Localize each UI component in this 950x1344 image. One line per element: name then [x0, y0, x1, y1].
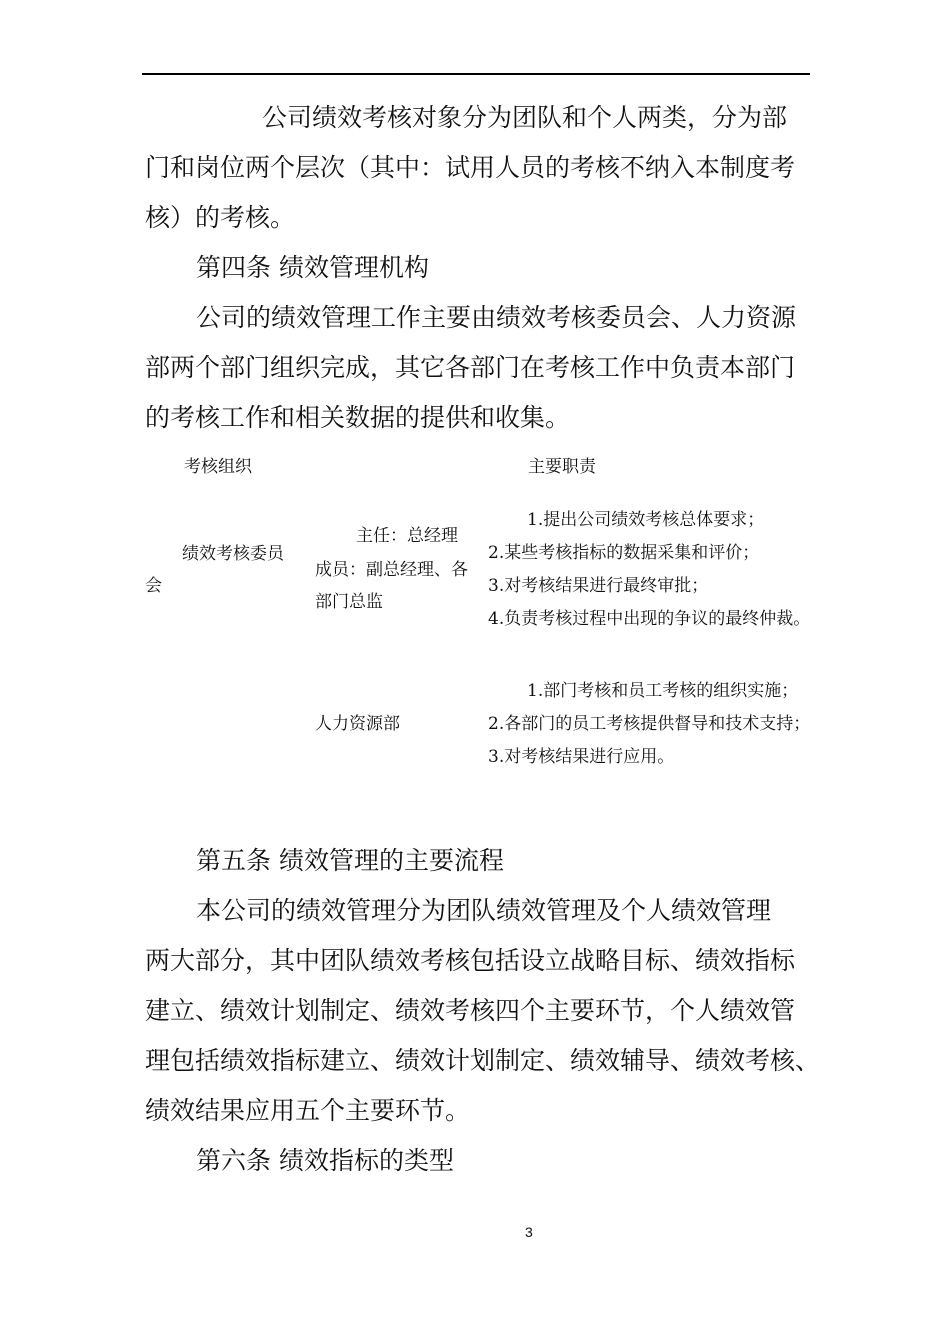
paragraph-2-line-1: 公司的绩效管理工作主要由绩效考核委员会、人力资源: [196, 303, 797, 332]
committee-duty-2: 2.某些考核指标的数据采集和评价；: [488, 543, 760, 563]
committee-name-line-1: 绩效考核委员: [182, 544, 284, 564]
hr-duty-2: 2.各部门的员工考核提供督导和技术支持；: [488, 714, 811, 734]
article-4-heading: 第四条 绩效管理机构: [196, 253, 429, 282]
paragraph-2-line-3: 的考核工作和相关数据的提供和收集。: [145, 403, 571, 432]
paragraph-1-line-2: 门和岗位两个层次（其中：试用人员的考核不纳入本制度考: [145, 153, 796, 182]
hr-duty-3: 3.对考核结果进行应用。: [488, 747, 675, 767]
committee-duty-4: 4.负责考核过程中出现的争议的最终仲裁。: [488, 609, 811, 629]
paragraph-2-line-2: 部两个部门组织完成，其它各部门在考核工作中负责本部门: [145, 353, 796, 382]
paragraph-3-line-2: 两大部分，其中团队绩效考核包括设立战略目标、绩效指标: [145, 946, 796, 975]
paragraph-3-line-1: 本公司的绩效管理分为团队绩效管理及个人绩效管理: [196, 896, 772, 925]
committee-member-line-3: 部门总监: [315, 592, 383, 612]
committee-duty-3: 3.对考核结果进行最终审批；: [488, 576, 709, 596]
paragraph-1-line-1: 公司绩效考核对象分为团队和个人两类，分为部: [262, 103, 788, 132]
paragraph-3-line-4: 理包括绩效指标建立、绩效计划制定、绩效辅导、绩效考核、: [145, 1046, 821, 1075]
committee-member-line-2: 成员：副总经理、各: [315, 560, 468, 580]
hr-duty-1: 1.部门考核和员工考核的组织实施；: [527, 681, 799, 701]
header-rule: [142, 73, 810, 75]
committee-name-line-2: 会: [145, 576, 162, 596]
table-header-org: 考核组织: [184, 457, 252, 477]
hr-name: 人力资源部: [315, 714, 400, 734]
paragraph-3-line-3: 建立、绩效计划制定、绩效考核四个主要环节，个人绩效管: [145, 996, 796, 1025]
committee-member-line-1: 主任：总经理: [356, 526, 458, 546]
paragraph-1-line-3: 核）的考核。: [145, 203, 296, 232]
article-5-heading: 第五条 绩效管理的主要流程: [196, 846, 504, 875]
page-number: 3: [525, 1224, 533, 1240]
table-header-duty: 主要职责: [528, 457, 596, 477]
committee-duty-1: 1.提出公司绩效考核总体要求；: [527, 510, 765, 530]
article-6-heading: 第六条 绩效指标的类型: [196, 1146, 454, 1175]
paragraph-3-line-5: 绩效结果应用五个主要环节。: [145, 1096, 471, 1125]
